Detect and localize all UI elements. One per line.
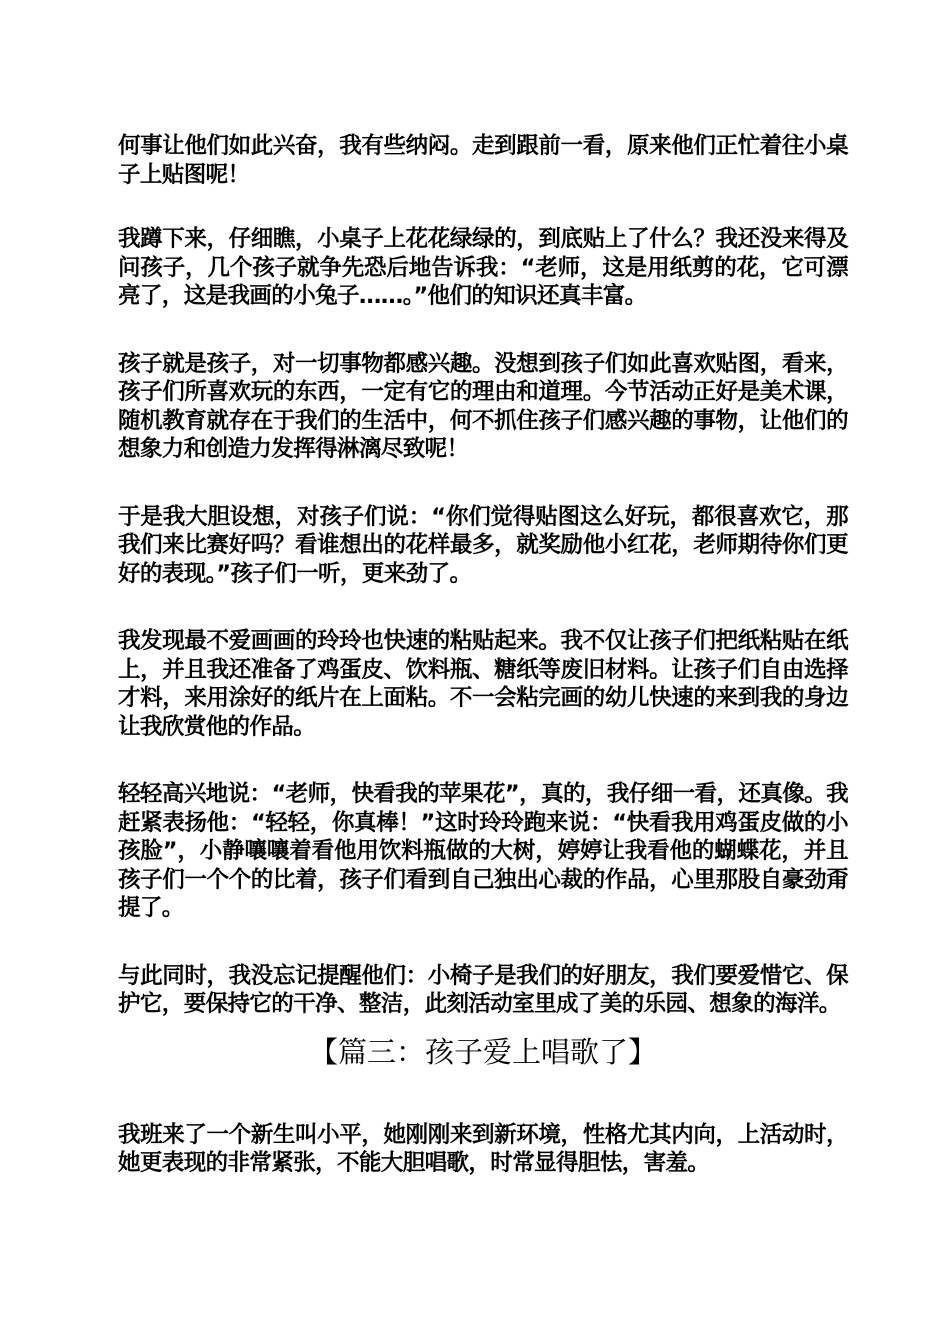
paragraph-2: 我蹲下来，仔细瞧，小桌子上花花绿绿的，到底贴上了什么？我还没来得及问孩子，几个孩子就争先恐后地告诉我：“老师，这是用纸剪的花，它可漂亮了，这是我画的小兔子……。”他们的知识还真丰富。 (118, 226, 848, 309)
document-page (118, 132, 848, 1178)
paragraph-3: 孩子就是孩子，对一切事物都感兴趣。没想到孩子们如此喜欢贴图，看来，孩子们所喜欢玩的东西，一定有它的理由和道理。今节活动正好是美术课，随机教育就存在于我们的生活中，何不抓住孩子们感兴趣的事物，让他们的想象力和创造力发挥得淋漓尽致呢！ (118, 350, 848, 462)
paragraph-1: 何事让他们如此兴奋，我有些纳闷。走到跟前一看，原来他们正忙着往小桌子上贴图呢！ (118, 133, 848, 188)
section-title: 【篇三：孩子爱上唱歌了】 (308, 1034, 657, 1069)
paragraph-7: 与此同时，我没忘记提醒他们：小椅子是我们的好朋友，我们要爱惜它、保护它，要保持它的干净、整洁，此刻活动室里成了美的乐园、想象的海洋。 (118, 962, 848, 1017)
paragraph-6: 轻轻高兴地说：“老师，快看我的苹果花”，真的，我仔细一看，还真像。我赶紧表扬他：“轻轻，你真棒！”这时玲玲跑来说：“快看我用鸡蛋皮做的小孩脸”，小静嚷嚷着看他用饮料瓶做的大树，婷婷让我看他的蝴蝶花，并且孩子们一个个的比着，孩子们看到自己独出心裁的作品，心里那股自豪劲甭提了。 (118, 781, 848, 921)
paragraph-5: 我发现最不爱画画的玲玲也快速的粘贴起来。我不仅让孩子们把纸粘贴在纸上，并且我还准备了鸡蛋皮、饮料瓶、糖纸等废旧材料。让孩子们自由选择才料，来用涂好的纸片在上面粘。不一会粘完画的幼儿快速的来到我的身边让我欣赏他的作品。 (118, 628, 848, 740)
paragraph-4: 于是我大胆设想，对孩子们说：“你们觉得贴图这么好玩，都很喜欢它，那我们来比赛好吗？看谁想出的花样最多，就奖励他小红花，老师期待你们更好的表现。”孩子们一听，更来劲了。 (118, 503, 848, 587)
paragraph-8: 我班来了一个新生叫小平，她刚刚来到新环境，性格尤其内向，上活动时，她更表现的非常紧张，不能大胆唱歌，时常显得胆怯，害羞。 (118, 1121, 848, 1176)
